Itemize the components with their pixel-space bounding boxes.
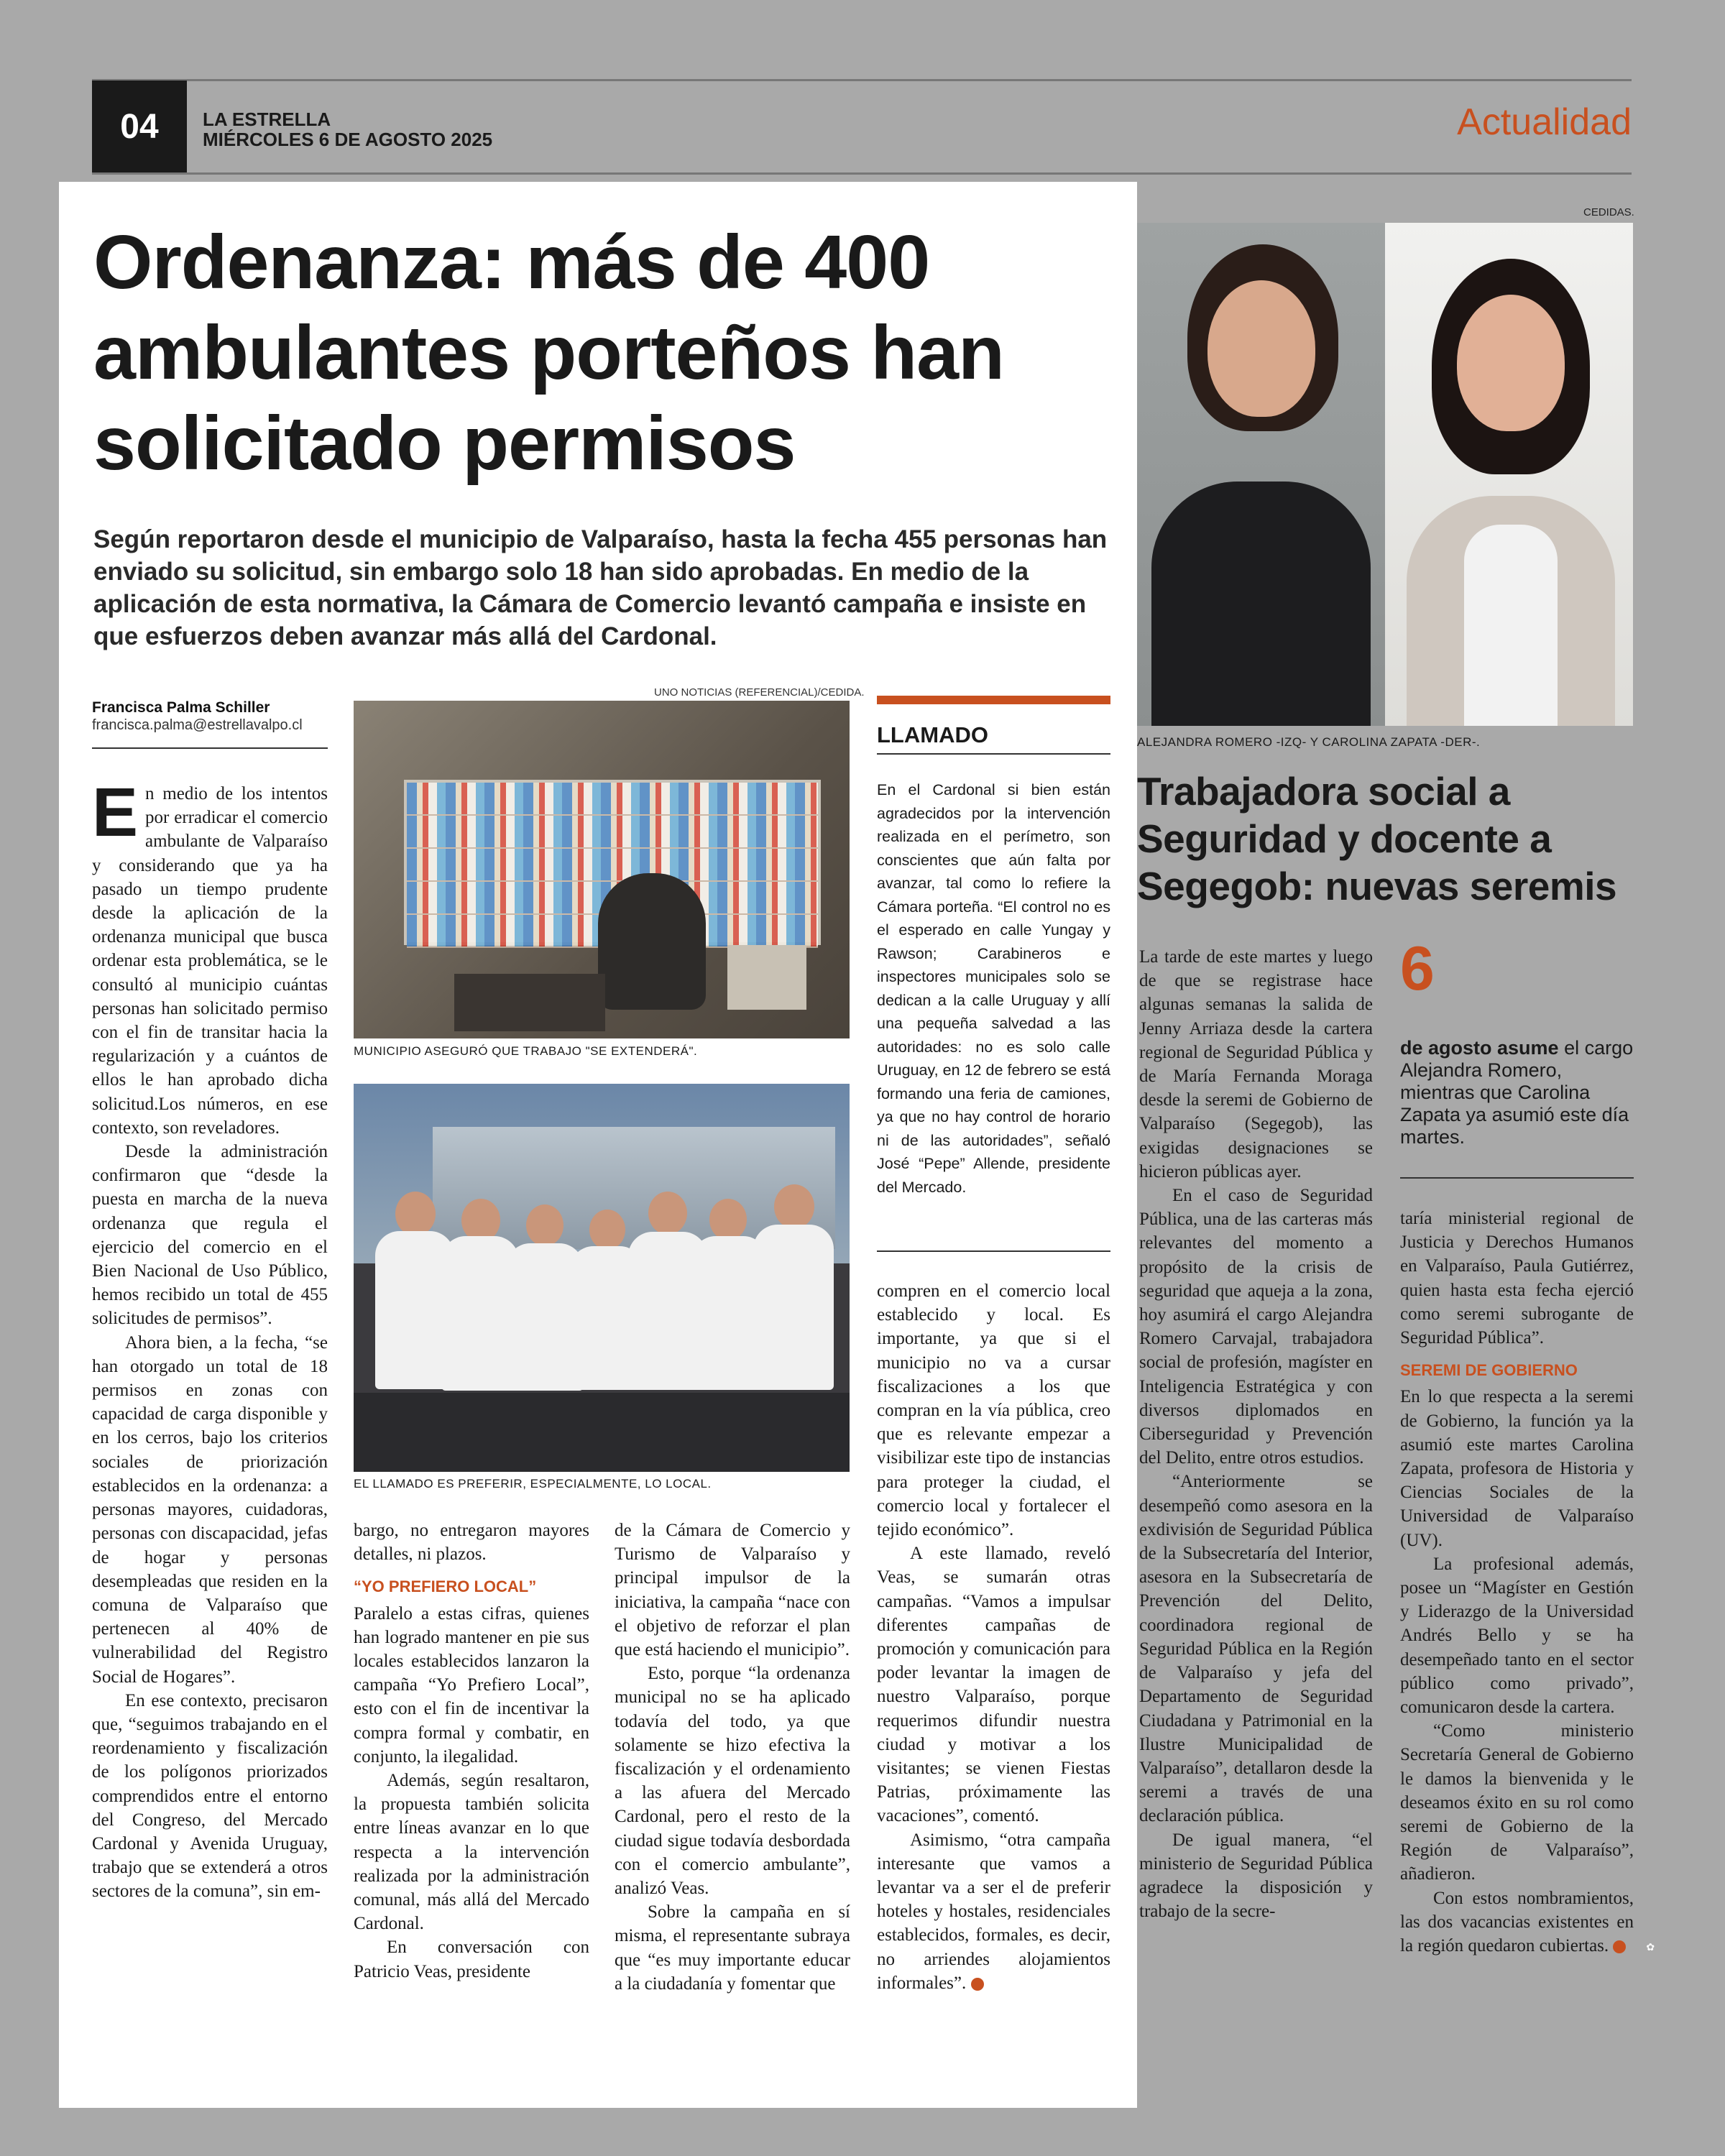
paragraph: de la Cámara de Comercio y Turismo de Valparaíso y principal impulsor de la iniciativa, la campaña “nace con el objetivo de reforzar el plan que está haciendo el municipio”. [615, 1521, 850, 1660]
paragraph: De igual manera, “el ministerio de Seguridad Pública agradece la disposición y trabajo de la secre- [1139, 1830, 1373, 1922]
llamado-title: LLAMADO [877, 722, 988, 747]
highlight-rest: el cargo Alejandra Romero, mientras que Carolina Zapata ya asumió este día martes. [1400, 1037, 1634, 1148]
section-title: Actualidad [1457, 101, 1632, 143]
drop-cap: E [92, 774, 139, 851]
llamado-divider [877, 753, 1110, 755]
paragraph: n medio de los intentos por erradicar el comercio ambulante de Valparaíso y considerando que ya ha pasado un tiempo prudente desde la aplicación de la ordenanza municipal que busca ordenar esta problemática, se le consultó al municipio cuántas personas han solicitado permiso con el fin de transitar hacia la regularización y a cuántos de ellos le han aprobado dicha solicitud.Los números, en ese contexto, son reveladores. [92, 784, 328, 1138]
side-headline: Trabajadora social a Seguridad y docente a Segegob: nuevas seremis [1137, 769, 1617, 908]
photo-credit: UNO NOTICIAS (REFERENCIAL)/CEDIDA. [654, 686, 865, 699]
main-column-4 [877, 1279, 1110, 1995]
paragraph: Sobre la campaña en sí misma, el representante subraya que “es muy importante educar a la ciudadanía y fomentar que [615, 1902, 850, 1994]
paragraph: Paralelo a estas cifras, quienes han logrado mantener en pie sus locales establecidos lanzaron la campaña “Yo Prefiero Local”, esto con el fin de incentivar la compra formal y combatir, en conjunto, la ilegalidad. [354, 1603, 589, 1766]
paragraph: Desde la administración confirmaron que “desde la puesta en marcha de la nueva ordenanza que regula el ejercicio del comercio en el Bien Nacional de Uso Público, hemos recibido un total de 455 solicitudes de permisos”. [92, 1142, 328, 1329]
paragraph: A este llamado, reveló Veas, se sumarán otras campañas. “Vamos a impulsar diferentes campañas de promoción y comunicación para poder levantar la imagen de nuestro Valparaíso, porque requerimos difundir nuestra ciudad y motivar a los visitantes; se vienen Fiestas Patrias, próximamente las vacaciones”, comentó. [877, 1544, 1110, 1826]
subhead-seremi-gobierno: SEREMI DE GOBIERNO [1400, 1361, 1578, 1380]
header-top-rule [92, 79, 1632, 81]
paragraph: En ese contexto, precisaron que, “seguimos trabajando en el reordenamiento y fiscalización de los polígonos priorizados comprendidos entre el entorno del Congreso, del Mercado Cardonal y Avenida Uruguay, trabajo que se extenderá a otros sectores de la comuna”, sin em- [92, 1690, 328, 1902]
paragraph-text: Asimismo, “otra campaña interesante que vamos a levantar va a ser el de preferir hoteles y hostales, residenciales establecidos, formales, es decir, no arriendes alojamientos informales”. [877, 1830, 1110, 1993]
end-mark-icon: ✿ [971, 1978, 984, 1991]
paragraph: “Como ministerio Secretaría General de Gobierno le damos la bienvenida y le deseamos éxito en su rol como seremi de Gobierno de la Región de Valparaíso”, añadieron. [1400, 1721, 1634, 1884]
highlight-divider [1400, 1177, 1634, 1179]
header-bottom-rule [92, 172, 1632, 175]
paragraph [1400, 1886, 1655, 1958]
photo1-caption: MUNICIPIO ASEGURÓ QUE TRABAJO "SE EXTENDERÁ". [354, 1044, 698, 1058]
photo-credit: CEDIDAS. [1583, 206, 1634, 218]
main-column-2 [354, 1519, 589, 1984]
main-column-3 [615, 1519, 850, 1996]
author-email[interactable]: francisca.palma@estrellavalpo.cl [92, 717, 303, 733]
main-column-1 [92, 774, 328, 1904]
page-number: 04 [92, 80, 187, 172]
llamado-text: En el Cardonal si bien están agradecidos por la intervención realizada en el perímetro, son conscientes que aún falta por avanzar, tal como lo refiere la Cámara porteña. “El control no es el esperado en calle Yungay y Rawson; Carabineros e inspectores municipales solo se dedican a la calle Uruguay y allí una pequeña salvedad a las autoridades: no es solo calle Uruguay, en 12 de febrero se está formando una feria de camiones, ya que no hay control de horario ni de las autoridades”, señaló José “Pepe” Allende, presidente del Mercado. [877, 781, 1110, 1196]
paragraph: bargo, no entregaron mayores detalles, ni plazos. [354, 1521, 589, 1565]
side-column-1 [1139, 945, 1373, 1923]
paragraph: “Anteriormente se desempeñó como asesora en la exdivisión de Seguridad Pública de la Subsecretaría del Interior, asesora en la Subsecretaría de Prevención del Delito, coordinadora regional de Seguridad Pública en la Región de Valparaíso y jefa del Departamento de Seguridad Ciudadana y Patrimonial en la Ilustre Municipalidad de Valparaíso”, detallaron desde la seremi a través de una declaración pública. [1139, 1472, 1373, 1826]
paragraph [877, 1828, 1110, 1995]
paragraph: taría ministerial regional de Justicia y Derechos Humanos en Valparaíso, Paula Gutiérrez, quien hasta esta fecha ejerció como seremi subrogante de Seguridad Pública”. [1400, 1209, 1634, 1348]
highlight-text [1400, 1037, 1634, 1148]
paragraph: La tarde de este martes y luego de que se registrase hace algunas semanas la salida de Jenny Arriaza desde la cartera regional de Seguridad Pública y de María Fernanda Moraga desde la seremi de Gobierno de Valparaíso (Segegob), las exigidas designaciones se hicieron públicas ayer. [1139, 947, 1373, 1181]
byline-divider [92, 747, 328, 749]
paragraph: En conversación con Patricio Veas, presidente [354, 1938, 589, 1981]
highlight-bold: de agosto asume [1400, 1037, 1559, 1059]
paragraph: En el caso de Seguridad Pública, una de las carteras más relevantes del momento a propósito de la crisis de seguridad que aqueja a la zona, hoy asumirá el cargo Alejandra Romero Carvajal, trabajadora social de profesión, magíster en Inteligencia Estratégica y con diversos diplomados en Ciberseguridad y Prevención del Delito, entre otros estudios. [1139, 1186, 1373, 1468]
llamado-divider [877, 1250, 1110, 1252]
portrait-alejandra-romero [1137, 223, 1385, 726]
main-headline: Ordenanza: más de 400 ambulantes porteños han solicitado permisos [93, 220, 1004, 486]
author-name: Francisca Palma Schiller [92, 699, 270, 716]
llamado-accent-bar [877, 696, 1110, 704]
subhead-yo-prefiero-local: “YO PREFIERO LOCAL” [354, 1577, 537, 1596]
issue-date: MIÉRCOLES 6 DE AGOSTO 2025 [203, 129, 493, 150]
paragraph: Esto, porque “la ordenanza municipal no se ha aplicado todavía del todo, ya que solamente se hizo efectiva la fiscalización y el ordenamiento a las afuera del Mercado Cardonal, pero el resto de la ciudad sigue todavía desbordada con el comercio ambulante”, analizó Veas. [615, 1664, 850, 1899]
photo2-caption: EL LLAMADO ES PREFERIR, ESPECIALMENTE, LO LOCAL. [354, 1477, 712, 1491]
paragraph: compren en el comercio local establecido y local. Es importante, ya que si el municipio no va a cursar fiscalizaciones a los que compran en la vía pública, creo que es relevante empezar a visibilizar este tipo de instancias para proteger la ciudad, el comercio local y fortalecer el tejido económico”. [877, 1281, 1110, 1540]
paragraph: Ahora bien, a la fecha, “se han otorgado un total de 18 permisos en zonas con capacidad de carga disponible y en los cerros, bajo los criterios sociales de priorización establecidos en la ordenanza: a personas mayores, cuidadoras, personas con discapacidad, jefas de hogar y personas desempleadas que residen en la comuna de Valparaíso que pertenecen al 40% de vulnerabilidad del Registro Social de Hogares”. [92, 1332, 328, 1687]
portrait-carolina-zapata [1385, 223, 1633, 726]
paragraph: La profesional además, posee un “Magíster en Gestión y Liderazgo de la Universidad Andrés Bello y se ha desempeñado tanto en el sector público como privado”, comunicaron desde la cartera. [1400, 1554, 1634, 1718]
highlight-number: 6 [1400, 934, 1435, 1003]
paragraph: Además, según resaltaron, la propuesta también solicita entre líneas avanzar en lo que respecta a la intervención realizada por la administración comunal, más allá del Mercado Cardonal. [354, 1771, 589, 1934]
main-deck: Según reportaron desde el municipio de Valparaíso, hasta la fecha 455 personas han enviado su solicitud, sin embargo solo 18 han sido aprobadas. En medio de la aplicación de esta normativa, la Cámara de Comercio levantó campaña e insiste en que esfuerzos deben avanzar más allá del Cardonal. [93, 525, 1108, 650]
street-vendor-photo [354, 701, 850, 1038]
paragraph-text: Con estos nombramientos, las dos vacancias existentes en la región quedaron cubiertas. [1400, 1888, 1634, 1956]
newspaper-name: LA ESTRELLA [203, 109, 331, 130]
paragraph: En lo que respecta a la seremi de Gobierno, la función ya la asumió este martes Carolina Zapata, profesora de Historia y Ciencias Sociales de la Universidad de Valparaíso (UV). [1400, 1387, 1634, 1550]
side-photo-caption: ALEJANDRA ROMERO -IZQ- Y CAROLINA ZAPATA -DER-. [1137, 735, 1481, 749]
campaign-group-photo [354, 1084, 850, 1472]
side-column-2 [1400, 1207, 1655, 1958]
end-mark-icon: ✿ [1613, 1940, 1626, 1953]
